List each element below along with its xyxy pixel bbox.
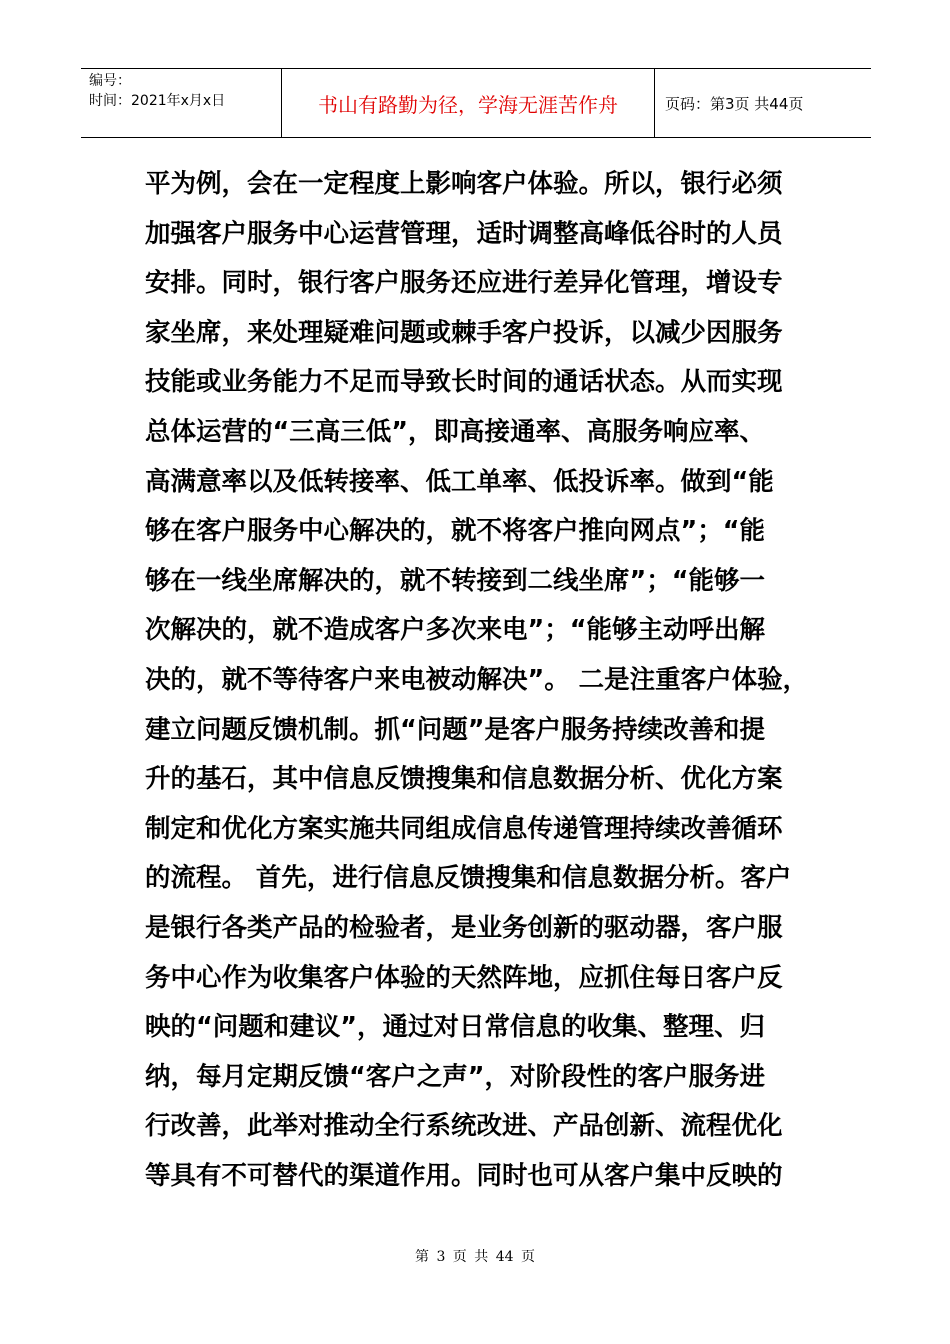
text-line: 家坐席，来处理疑难问题或棘手客户投诉，以减少因服务 [145,317,783,348]
body-text [145,160,809,1201]
text-line: 升的基石，其中信息反馈搜集和信息数据分析、优化方案 [145,764,783,795]
text-line: 安排。同时，银行客户服务还应进行差异化管理，增设专 [145,268,783,299]
text-line: 决的，就不等待客户来电被动解决”。 二是注重客户体验， [145,664,809,695]
text-line: 够在一线坐席解决的，就不转接到二线坐席”；“能够一 [145,565,766,596]
text-line: 务中心作为收集客户体验的天然阵地，应抓住每日客户反 [145,962,783,993]
text-line: 高满意率以及低转接率、低工单率、低投诉率。做到“能 [145,466,774,497]
text-line: 够在客户服务中心解决的，就不将客户推向网点”；“能 [145,516,766,547]
document-number-label: 编号： [89,73,131,89]
header-meta [81,69,281,137]
text-line: 建立问题反馈机制。抓“问题”是客户服务持续改善和提 [145,714,766,745]
text-line: 加强客户服务中心运营管理，适时调整高峰低谷时的人员 [145,218,783,249]
text-line: 是银行各类产品的检验者，是业务创新的驱动器，客户服 [145,912,783,943]
text-line: 纳，每月定期反馈“客户之声”，对阶段性的客户服务进 [145,1061,766,1092]
text-line: 制定和优化方案实施共同组成信息传递管理持续改善循环 [145,813,783,844]
header-page-info: 页码：第3页 共44页 [665,94,804,113]
text-line: 映的“问题和建议”，通过对日常信息的收集、整理、归 [145,1012,766,1043]
text-line: 的流程。 首先，进行信息反馈搜集和信息数据分析。客户 [145,863,792,894]
text-line: 平为例，会在一定程度上影响客户体验。所以，银行必须 [145,169,783,199]
header-motto: 书山有路勤为径，学海无涯苦作舟 [281,69,655,137]
page-header [81,68,871,138]
text-line: 行改善，此举对推动全行系统改进、产品创新、流程优化 [145,1111,783,1142]
text-line: 次解决的，就不造成客户多次来电”；“能够主动呼出解 [145,615,766,646]
page-footer: 第 3 页 共 44 页 [415,1249,535,1265]
document-date: 时间：2021年x月x日 [89,93,226,109]
text-line: 等具有不可替代的渠道作用。同时也可从客户集中反映的 [145,1160,783,1191]
text-line: 技能或业务能力不足而导致长时间的通话状态。从而实现 [145,367,783,398]
text-line: 总体运营的“三高三低”，即高接通率、高服务响应率、 [145,416,766,447]
